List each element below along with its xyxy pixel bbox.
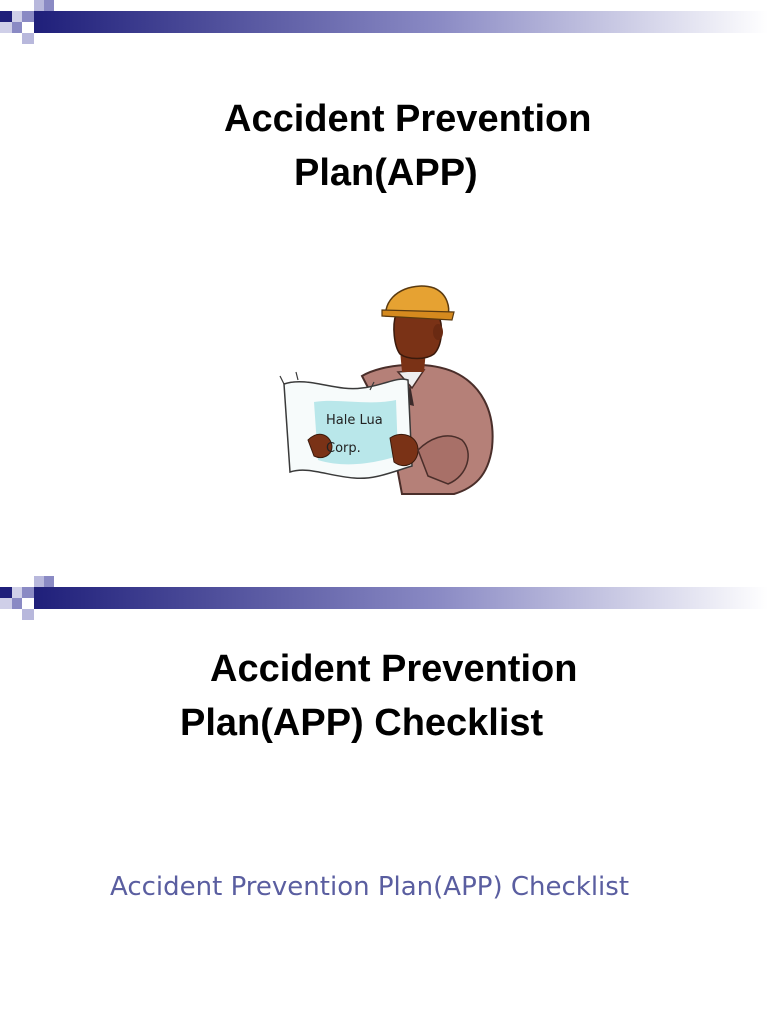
title-line-1: Accident Prevention	[224, 98, 592, 140]
document-text-line-1: Hale Lua	[326, 413, 383, 428]
construction-worker-icon	[278, 280, 502, 506]
header-gradient-bar	[0, 576, 768, 626]
title-line-2: Plan(APP)	[294, 152, 478, 194]
document-text-line-2: Corp.	[326, 441, 361, 456]
slide-2	[0, 576, 768, 1024]
slide-2-subtitle: Accident Prevention Plan(APP) Checklist	[110, 872, 630, 902]
title-line-1: Accident Prevention	[210, 648, 578, 690]
header-gradient-bar	[0, 0, 768, 50]
title-line-2: Plan(APP) Checklist	[180, 702, 544, 744]
